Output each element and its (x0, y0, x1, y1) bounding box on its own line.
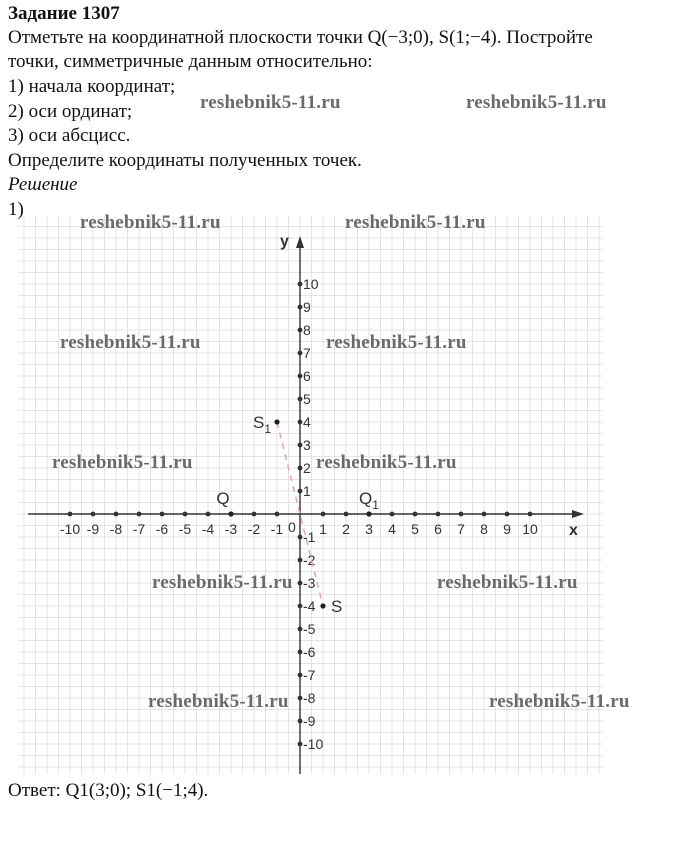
x-tick-label: 8 (480, 521, 488, 537)
y-tick-dot (298, 466, 303, 471)
x-tick-dot (344, 512, 349, 517)
x-tick-label: -3 (224, 521, 238, 537)
y-tick-dot (298, 305, 303, 310)
y-tick-label: 9 (303, 299, 311, 315)
y-tick-label: 10 (303, 276, 319, 292)
x-tick-dot (459, 512, 464, 517)
y-tick-label: -1 (303, 529, 316, 545)
x-tick-label: 4 (388, 521, 396, 537)
x-tick-label: 2 (342, 521, 350, 537)
x-tick-label: 9 (503, 521, 511, 537)
y-tick-label: -4 (303, 598, 316, 614)
x-tick-dot (482, 512, 487, 517)
y-tick-label: -5 (303, 621, 316, 637)
y-tick-dot (298, 650, 303, 655)
watermark-10: reshebnik5-11.ru (437, 572, 578, 593)
x-tick-dot (137, 512, 142, 517)
y-tick-dot (298, 282, 303, 287)
x-tick-label: 5 (411, 521, 419, 537)
y-tick-label: 5 (303, 391, 311, 407)
statement-line-3: 1) начала координат; (8, 76, 176, 97)
y-tick-dot (298, 673, 303, 678)
x-tick-label: -2 (247, 521, 261, 537)
x-tick-label: 7 (457, 521, 465, 537)
point-label-q: Q (216, 489, 230, 508)
point-label-s1: $S_1$ (252, 413, 271, 436)
watermark-8: reshebnik5-11.ru (316, 452, 457, 473)
y-tick-dot (298, 558, 303, 563)
task-title: Задание 1307 (8, 3, 120, 24)
y-tick-dot (298, 374, 303, 379)
origin-label: 0 (288, 519, 296, 535)
point-q (228, 511, 233, 516)
x-axis-label: x (569, 522, 578, 539)
y-tick-label: -3 (303, 575, 316, 591)
x-tick-label: -4 (201, 521, 215, 537)
x-tick-label: -8 (109, 521, 123, 537)
x-tick-dot (252, 512, 257, 517)
x-tick-dot (206, 512, 211, 517)
point-s1 (274, 419, 279, 424)
watermark-9: reshebnik5-11.ru (152, 572, 293, 593)
x-axis-arrow (572, 510, 584, 518)
watermark-6: reshebnik5-11.ru (326, 332, 467, 353)
x-tick-label: 1 (319, 521, 327, 537)
y-tick-label: 1 (303, 483, 311, 499)
x-tick-dot (505, 512, 510, 517)
y-tick-dot (298, 443, 303, 448)
y-tick-dot (298, 581, 303, 586)
statement-line-6: Определите координаты полученных точек. (8, 150, 362, 171)
watermark-4: reshebnik5-11.ru (345, 212, 486, 233)
watermark-5: reshebnik5-11.ru (60, 332, 201, 353)
y-tick-dot (298, 719, 303, 724)
y-tick-dot (298, 627, 303, 632)
statement-line-5: 3) оси абсцисс. (8, 125, 131, 146)
x-tick-label: -1 (270, 521, 284, 537)
x-tick-dot (528, 512, 533, 517)
watermark-11: reshebnik5-11.ru (148, 691, 289, 712)
watermark-7: reshebnik5-11.ru (52, 452, 193, 473)
y-tick-label: 2 (303, 460, 311, 476)
watermark-12: reshebnik5-11.ru (489, 691, 630, 712)
solution-label: Решение (8, 174, 78, 195)
x-tick-label: -5 (178, 521, 192, 537)
y-tick-label: -7 (303, 667, 316, 683)
y-tick-label: -9 (303, 713, 316, 729)
y-tick-dot (298, 535, 303, 540)
y-axis-label: y (280, 233, 289, 250)
statement-line-4: 2) оси ординат; (8, 101, 133, 122)
y-tick-label: 6 (303, 368, 311, 384)
y-tick-label: -10 (303, 736, 324, 752)
watermark-3: reshebnik5-11.ru (80, 212, 221, 233)
watermark-2: reshebnik5-11.ru (466, 92, 607, 113)
watermark-1: reshebnik5-11.ru (200, 92, 341, 113)
y-tick-dot (298, 328, 303, 333)
point-q1 (366, 511, 371, 516)
x-tick-dot (390, 512, 395, 517)
x-tick-dot (91, 512, 96, 517)
x-tick-label: -7 (132, 521, 146, 537)
x-tick-label: 10 (522, 521, 538, 537)
y-tick-label: 8 (303, 322, 311, 338)
x-tick-dot (436, 512, 441, 517)
y-tick-label: -8 (303, 690, 316, 706)
y-tick-label: 7 (303, 345, 311, 361)
x-tick-label: -6 (155, 521, 169, 537)
x-tick-label: -10 (59, 521, 81, 537)
x-tick-dot (275, 512, 280, 517)
x-tick-dot (183, 512, 188, 517)
y-tick-label: 3 (303, 437, 311, 453)
y-tick-label: -2 (303, 552, 316, 568)
y-tick-dot (298, 397, 303, 402)
y-tick-dot (298, 420, 303, 425)
x-tick-dot (413, 512, 418, 517)
statement-line-2: точки, симметричные данным относительно: (8, 51, 373, 72)
x-tick-dot (68, 512, 73, 517)
point-label-q1: $Q_1$ (359, 489, 379, 512)
x-tick-dot (160, 512, 165, 517)
statement-line-1: Отметьте на координатной плоскости точки Q(−3;0), S(1;−4). Постройте (8, 27, 593, 48)
x-tick-label: -9 (86, 521, 100, 537)
x-tick-label: 3 (365, 521, 373, 537)
point-label-s: S (331, 597, 343, 616)
x-tick-dot (114, 512, 119, 517)
part-label: 1) (8, 199, 24, 220)
y-tick-dot (298, 351, 303, 356)
point-s (320, 603, 325, 608)
x-tick-dot (321, 512, 326, 517)
y-tick-dot (298, 742, 303, 747)
y-tick-label: -6 (303, 644, 316, 660)
y-tick-label: 4 (303, 414, 311, 430)
y-tick-dot (298, 696, 303, 701)
x-tick-label: 6 (434, 521, 442, 537)
y-tick-dot (298, 604, 303, 609)
answer-text: Ответ: Q1(3;0); S1(−1;4). (8, 780, 209, 801)
y-tick-dot (298, 489, 303, 494)
